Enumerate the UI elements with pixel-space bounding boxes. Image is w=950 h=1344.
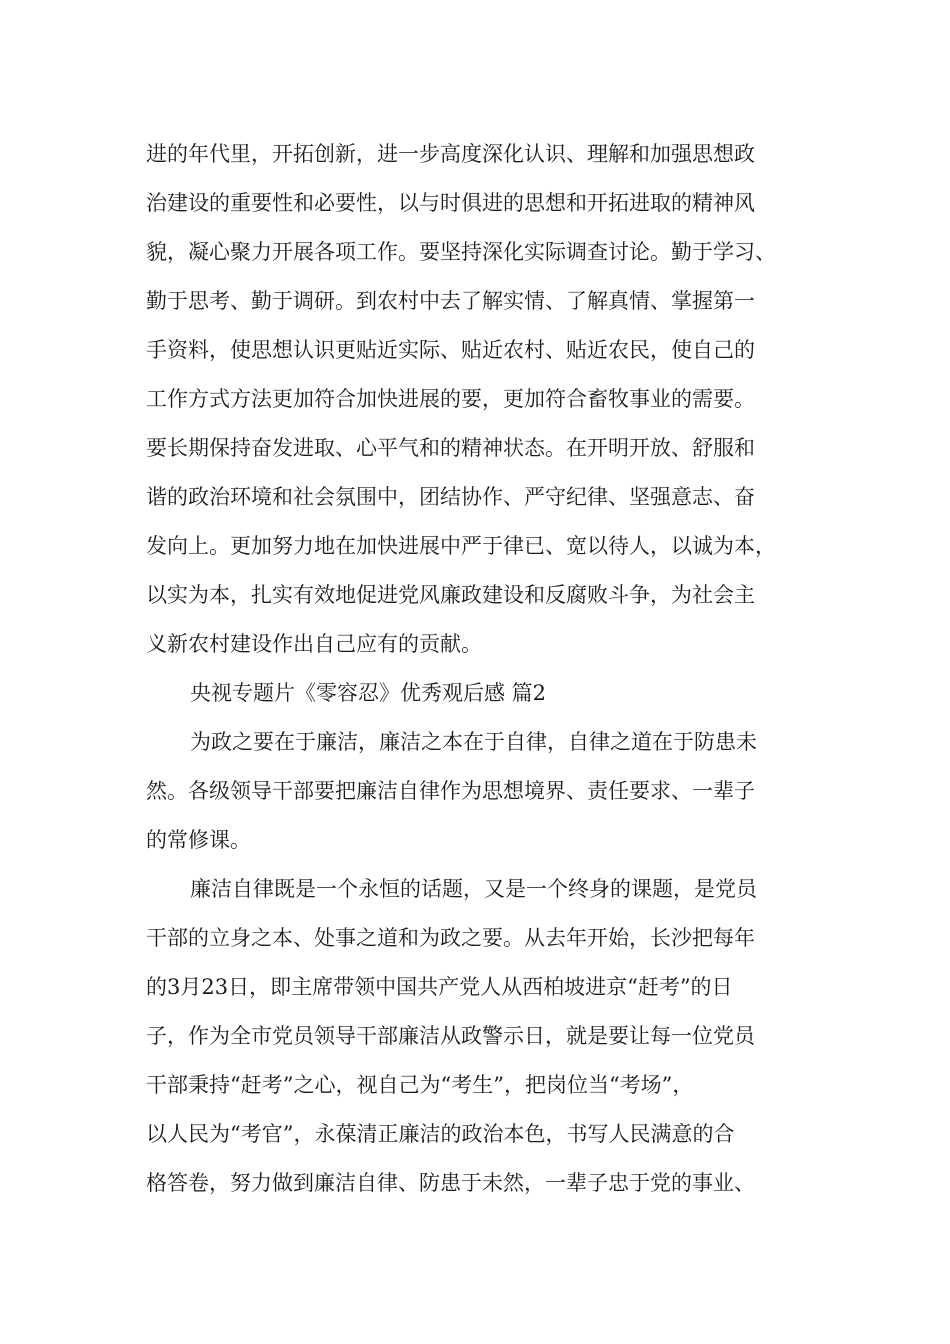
- text-line: 貌，凝心聚力开展各项工作。要坚持深化实际调查讨论。勤于学习、: [146, 240, 776, 264]
- text-line: 手资料，使思想认识更贴近实际、贴近农村、贴近农民，使自己的: [146, 338, 755, 362]
- text-line: 要长期保持奋发进取、心平气和的精神状态。在开明开放、舒服和: [146, 436, 755, 460]
- text-line: 发向上。更加努力地在加快进展中严于律已、宽以待人，以诚为本，: [146, 534, 776, 558]
- text-line: 然。各级领导干部要把廉洁自律作为思想境界、责任要求、一辈子: [146, 779, 755, 803]
- text-line: 的3月23日，即主席带领中国共产党人从西柏坡进京“赶考”的日: [146, 975, 733, 999]
- text-line: 勤于思考、勤于调研。到农村中去了解实情、了解真情、掌握第一: [146, 289, 755, 313]
- text-line: 以实为本，扎实有效地促进党风廉政建设和反腐败斗争，为社会主: [146, 583, 755, 607]
- text-line: 义新农村建设作出自己应有的贡献。: [146, 632, 482, 656]
- text-line: 工作方式方法更加符合加快进展的要，更加符合畜牧事业的需要。: [146, 387, 755, 411]
- document-body: [146, 130, 830, 1208]
- text-line: 子，作为全市党员领导干部廉洁从政警示日，就是要让每一位党员: [146, 1024, 755, 1048]
- paragraph-1: [146, 130, 830, 669]
- text-line: 进的年代里，开拓创新，进一步高度深化认识、理解和加强思想政: [146, 142, 755, 166]
- paragraph-2: [146, 718, 830, 865]
- section-heading: 央视专题片《零容忍》优秀观后感 篇2: [190, 681, 547, 705]
- text-line: 为政之要在于廉洁，廉洁之本在于自律，自律之道在于防患未: [190, 730, 757, 754]
- text-line: 干部秉持“赶考”之心，视自己为“考生”，把岗位当“考场”，: [146, 1073, 694, 1097]
- text-line: 谐的政治环境和社会氛围中，团结协作、严守纪律、坚强意志、奋: [146, 485, 755, 509]
- paragraph-3: [146, 865, 830, 1208]
- text-line: 干部的立身之本、处事之道和为政之要。从去年开始，长沙把每年: [146, 926, 755, 950]
- text-line: 治建设的重要性和必要性，以与时俱进的思想和开拓进取的精神风: [146, 191, 755, 215]
- text-line: 廉洁自律既是一个永恒的话题，又是一个终身的课题，是党员: [190, 877, 757, 901]
- text-line: 以人民为“考官”，永葆清正廉洁的政治本色，书写人民满意的合: [146, 1122, 735, 1146]
- text-line: 格答卷，努力做到廉洁自律、防患于未然，一辈子忠于党的事业、: [146, 1171, 755, 1195]
- text-line: 的常修课。: [146, 828, 251, 852]
